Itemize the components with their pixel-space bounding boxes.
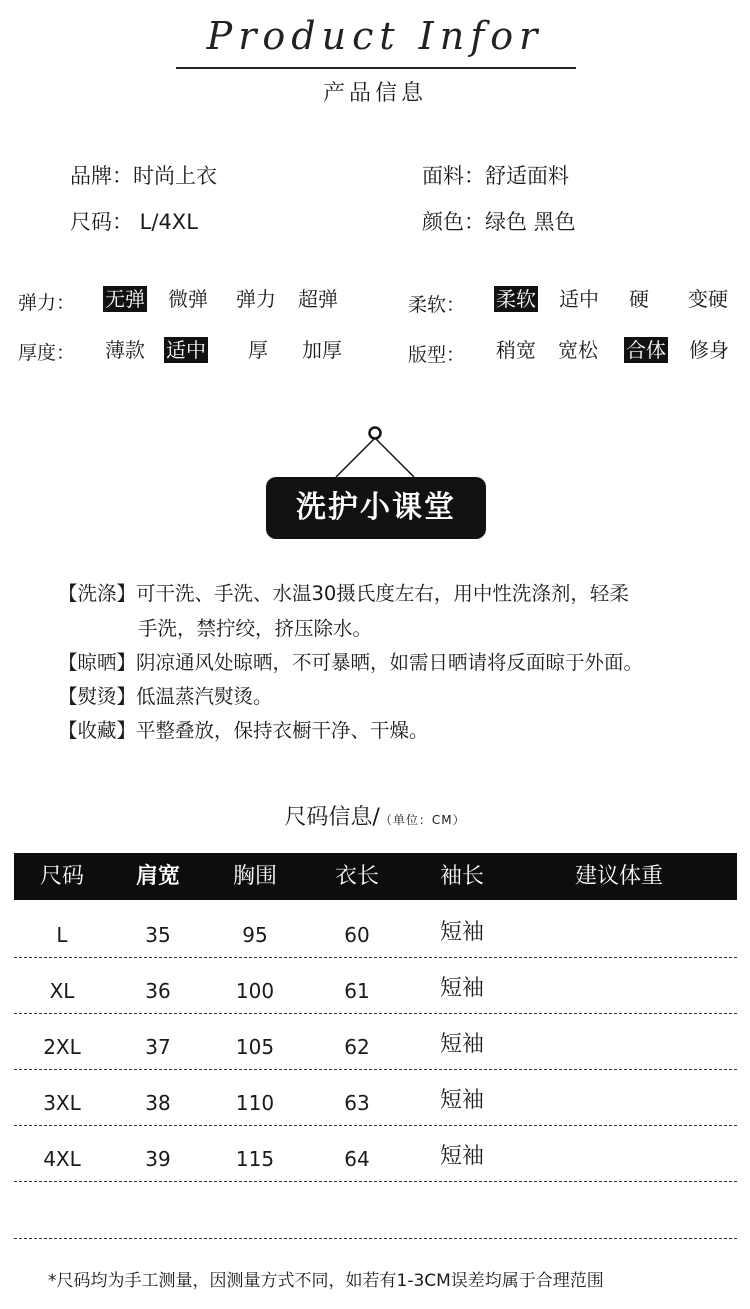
- table-cell: 短袖: [439, 976, 484, 1001]
- elasticity-option: 微弹: [168, 287, 208, 311]
- fit-option-selected: 合体: [626, 338, 666, 362]
- header-cell-length: 衣长: [334, 864, 379, 889]
- brand-info: 品牌：时尚上衣: [70, 164, 217, 188]
- table-cell: 63: [344, 1091, 370, 1115]
- table-cell: 35: [145, 923, 171, 947]
- table-cell: 95: [242, 923, 268, 947]
- table-bottom-divider: [14, 1238, 737, 1239]
- row-divider: [14, 1069, 737, 1070]
- care-storage-line: 【收藏】平整叠放，保持衣橱干净、干燥。: [58, 719, 429, 742]
- table-cell: 短袖: [439, 920, 484, 945]
- elasticity-option: 超弹: [298, 287, 338, 311]
- table-cell: 3XL: [43, 1091, 81, 1115]
- size-table-title: [0, 800, 750, 831]
- header-cell-chest: 胸围: [232, 864, 277, 889]
- table-cell: 4XL: [43, 1147, 81, 1171]
- thickness-option-selected: 适中: [166, 338, 206, 362]
- header-divider: [176, 67, 576, 69]
- care-washing-line-cont: 手洗，禁拧绞，挤压除水。: [138, 617, 373, 640]
- row-divider: [14, 1125, 737, 1126]
- softness-label: 柔软：: [408, 294, 466, 316]
- fit-option: 稍宽: [496, 338, 536, 362]
- softness-option: 硬: [629, 287, 649, 311]
- row-divider: [14, 1181, 737, 1182]
- row-divider: [14, 1013, 737, 1014]
- table-cell: XL: [49, 979, 75, 1003]
- care-badge: 洗护小课堂: [266, 477, 486, 539]
- fit-label: 版型：: [408, 344, 466, 366]
- elasticity-option-selected: 无弹: [105, 287, 145, 311]
- table-cell: 110: [235, 1091, 275, 1115]
- row-divider: [14, 957, 737, 958]
- table-cell: 64: [344, 1147, 370, 1171]
- size-info: 尺码： L/4XL: [70, 210, 198, 234]
- color-info: 颜色：绿色 黑色: [422, 210, 576, 234]
- table-cell: 115: [235, 1147, 275, 1171]
- table-cell: 短袖: [439, 1144, 484, 1169]
- thickness-option: 厚: [248, 338, 268, 362]
- care-ironing-line: 【熨烫】低温蒸汽熨烫。: [58, 685, 273, 708]
- softness-option: 适中: [559, 287, 599, 311]
- table-cell: 36: [145, 979, 171, 1003]
- care-washing-line: 【洗涤】可干洗、手洗、水温30摄氏度左右，用中性洗涤剂，轻柔: [58, 582, 629, 605]
- table-cell: 61: [344, 979, 370, 1003]
- softness-option: 变硬: [688, 287, 728, 311]
- table-cell: L: [56, 923, 68, 947]
- table-cell: 100: [235, 979, 275, 1003]
- size-title-text: 尺码信息/: [284, 805, 380, 830]
- table-cell: 62: [344, 1035, 370, 1059]
- script-title: Product Infor: [206, 14, 544, 58]
- table-cell: 38: [145, 1091, 171, 1115]
- measurement-footnote: *尺码均为手工测量，因测量方式不同，如若有1-3CM误差均属于合理范围: [48, 1271, 604, 1291]
- table-cell: 2XL: [43, 1035, 81, 1059]
- thickness-option: 薄款: [105, 338, 145, 362]
- header-cell-size: 尺码: [39, 864, 84, 889]
- thickness-option: 加厚: [302, 338, 342, 362]
- table-cell: 60: [344, 923, 370, 947]
- fit-option: 修身: [689, 338, 729, 362]
- size-title-unit: （单位：CM）: [379, 813, 466, 827]
- table-cell: 短袖: [439, 1032, 484, 1057]
- header-cell-sleeve: 袖长: [439, 864, 484, 889]
- header-cell-weight: 建议体重: [574, 864, 663, 889]
- table-cell: 37: [145, 1035, 171, 1059]
- page-title: 产品信息: [322, 81, 427, 106]
- softness-option-selected: 柔软: [496, 287, 536, 311]
- fabric-info: 面料：舒适面料: [422, 164, 569, 188]
- table-cell: 39: [145, 1147, 171, 1171]
- table-cell: 短袖: [439, 1088, 484, 1113]
- header-cell-shoulder: 肩宽: [135, 864, 180, 889]
- fit-option: 宽松: [558, 338, 598, 362]
- hanger-icon: [330, 424, 420, 480]
- thickness-label: 厚度：: [18, 342, 76, 364]
- care-drying-line: 【晾晒】阴凉通风处晾晒，不可暴晒，如需日晒请将反面晾于外面。: [58, 651, 644, 674]
- elasticity-option: 弹力: [236, 287, 276, 311]
- table-cell: 105: [235, 1035, 275, 1059]
- elasticity-label: 弹力：: [18, 292, 76, 314]
